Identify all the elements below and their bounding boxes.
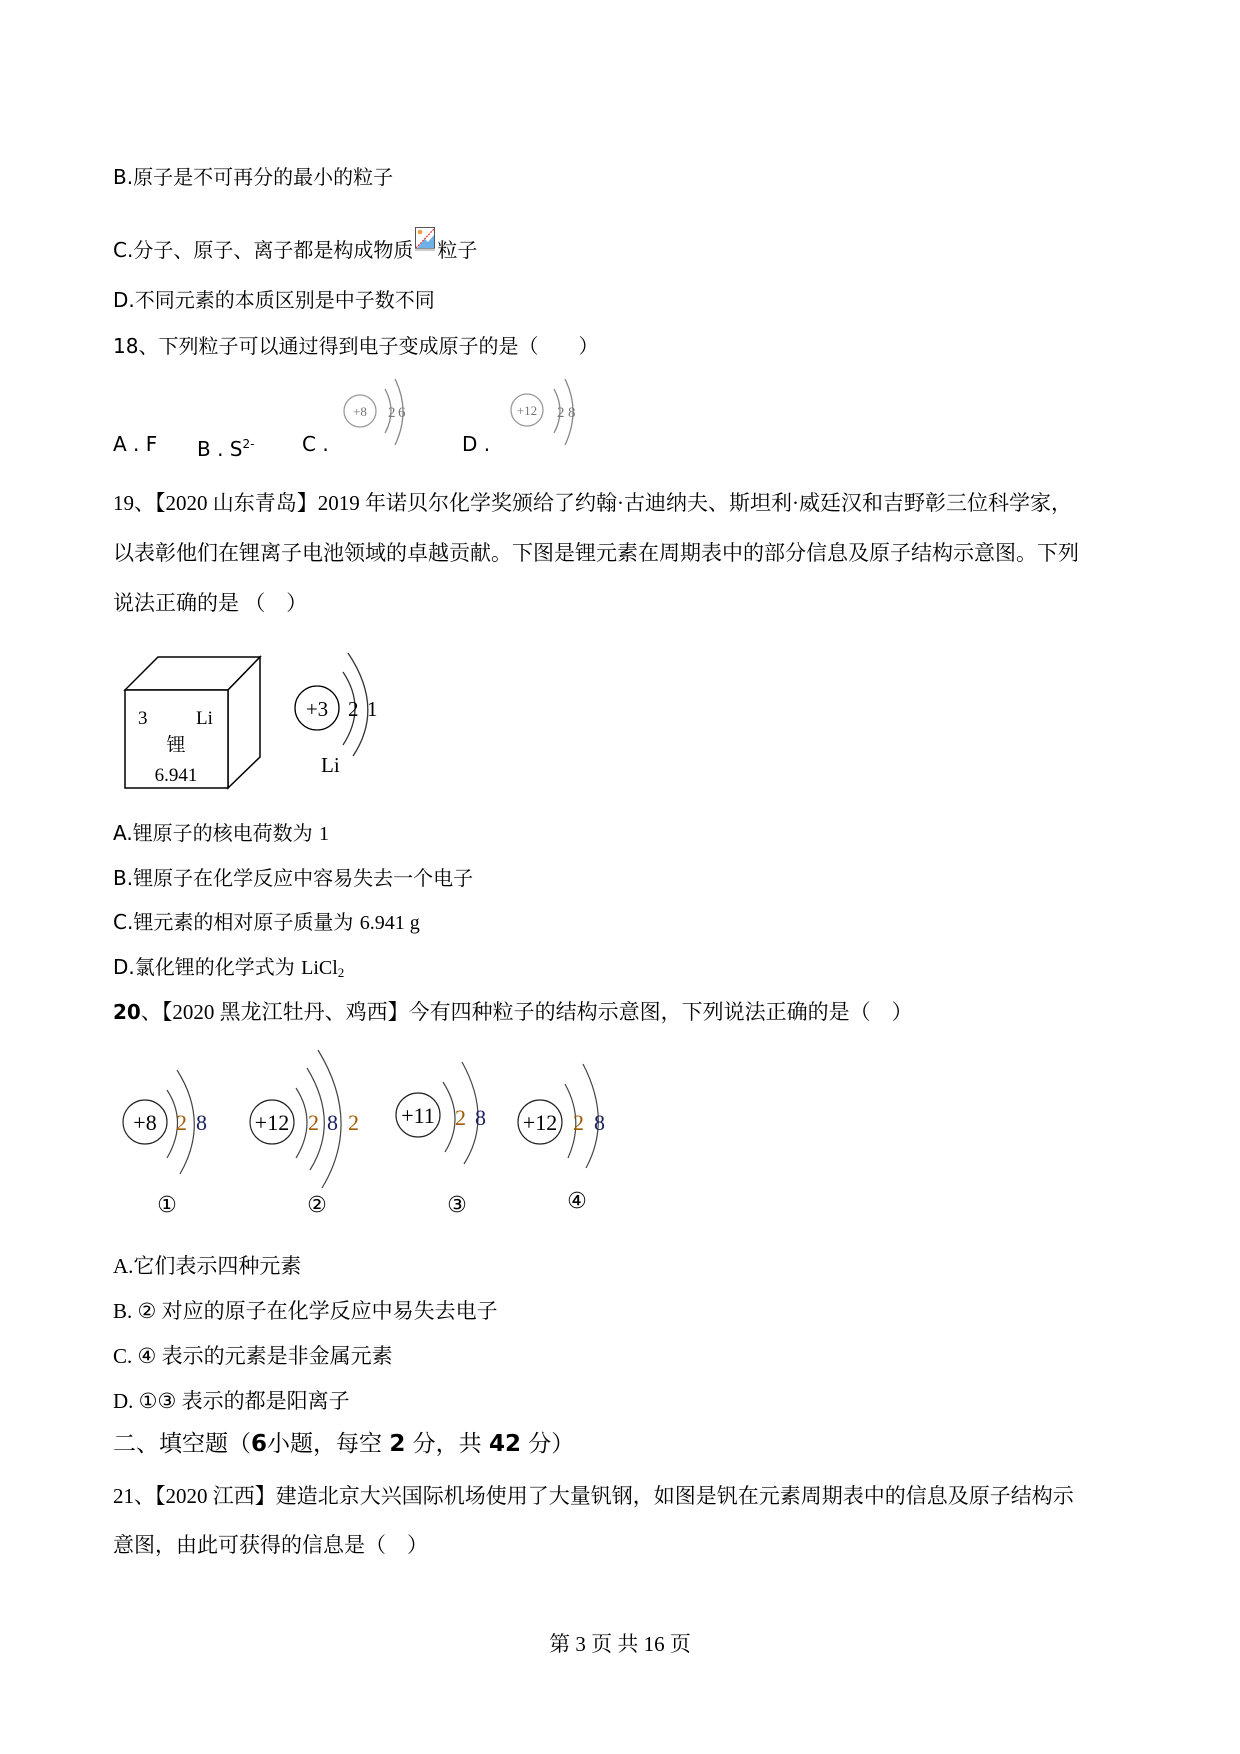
q17-option-c-text: C.分子、原子、离子都是构成物质 <box>113 238 414 262</box>
q19-option-d-text: D.氯化锂的化学式为 <box>113 955 302 979</box>
svg-text:③: ③ <box>447 1193 467 1218</box>
svg-text:+12: +12 <box>516 403 538 418</box>
q20-stem <box>113 999 913 1025</box>
svg-text:6.941: 6.941 <box>154 765 198 786</box>
svg-text:+8: +8 <box>353 404 367 419</box>
svg-text:①: ① <box>157 1193 177 1218</box>
svg-text:2: 2 <box>348 697 359 721</box>
svg-text:3: 3 <box>138 708 148 729</box>
svg-text:锂: 锂 <box>166 734 186 756</box>
svg-text:2: 2 <box>388 405 396 421</box>
svg-text:8: 8 <box>475 1105 486 1130</box>
section-mid1: 小题，每空 <box>267 1431 390 1457</box>
q19-option-c-value: 6.941 g <box>359 912 420 934</box>
q18-atom-diagram-d <box>503 375 593 450</box>
q19-option-a-text: A.锂原子的核电荷数为 <box>113 821 320 845</box>
q20-option-d: D. ①③ 表示的都是阳离子 <box>113 1389 350 1413</box>
svg-text:④: ④ <box>567 1189 587 1214</box>
q20-number: 20 <box>113 1000 141 1024</box>
svg-text:Li: Li <box>321 753 340 777</box>
section-mid2: 分，共 <box>405 1431 489 1457</box>
charge-superscript: 2- <box>242 437 255 451</box>
q17-option-c <box>113 227 477 263</box>
q19-option-a-value: 1 <box>319 823 330 845</box>
svg-text:2: 2 <box>308 1110 319 1135</box>
q18-option-a: A . F <box>113 432 158 456</box>
section-suffix: 分） <box>520 1431 575 1457</box>
svg-text:+11: +11 <box>401 1103 435 1128</box>
q20-particle-diagrams <box>100 1040 640 1225</box>
svg-text:8: 8 <box>568 405 576 421</box>
section-points-each: 2 <box>389 1431 406 1457</box>
svg-text:+12: +12 <box>522 1110 558 1135</box>
q18-option-b-text: B . S <box>197 437 243 461</box>
particle-diagram-2 <box>250 1050 359 1218</box>
svg-text:2: 2 <box>176 1110 187 1135</box>
svg-text:8: 8 <box>196 1110 207 1135</box>
section-total-points: 42 <box>488 1431 521 1457</box>
svg-text:+3: +3 <box>305 697 329 721</box>
lithium-atom-diagram <box>285 650 395 780</box>
q17-option-d: D.不同元素的本质区别是中子数不同 <box>113 288 435 312</box>
q21-stem-line2: 意图，由此可获得的信息是（ ） <box>113 1533 428 1557</box>
q19-option-d-formula: LiCl <box>301 957 338 979</box>
svg-text:1: 1 <box>367 697 378 721</box>
svg-text:8: 8 <box>594 1110 605 1135</box>
q20-option-c: C. ④ 表示的元素是非金属元素 <box>113 1344 393 1368</box>
q18-atom-diagram-c <box>335 375 425 450</box>
particle-diagram-4 <box>518 1064 605 1214</box>
page-footer: 第 3 页 共 16 页 <box>549 1632 691 1656</box>
section-question-count: 6 <box>251 1431 268 1457</box>
q20-stem-text: 、【2020 黑龙江牡丹、鸡西】今有四种粒子的结构示意图，下列说法正确的是（ ） <box>140 1000 913 1024</box>
q21-stem-line1: 21、【2020 江西】建造北京大兴国际机场使用了大量钒钢，如图是钒在元素周期表中的信息及原子结构示 <box>113 1484 1074 1508</box>
svg-text:2: 2 <box>455 1105 466 1130</box>
svg-text:②: ② <box>307 1193 327 1218</box>
svg-text:+12: +12 <box>254 1110 290 1135</box>
q19-option-c <box>113 909 420 936</box>
q19-option-a <box>113 820 329 847</box>
section-heading-fill-in <box>113 1431 574 1457</box>
q19-stem-line1: 19、【2020 山东青岛】2019 年诺贝尔化学奖颁给了约翰·古迪纳夫、斯坦利·威廷汉和吉野彰三位科学家， <box>113 491 1072 515</box>
svg-text:2: 2 <box>557 405 565 421</box>
svg-text:Li: Li <box>196 708 213 729</box>
svg-text:2: 2 <box>348 1110 359 1135</box>
q17-option-b: B.原子是不可再分的最小的粒子 <box>113 165 394 189</box>
svg-text:6: 6 <box>398 405 406 421</box>
q18-option-d: D . <box>462 432 491 456</box>
particle-diagram-3 <box>396 1062 486 1218</box>
svg-text:8: 8 <box>327 1110 338 1135</box>
q19-option-b: B.锂原子在化学反应中容易失去一个电子 <box>113 866 474 890</box>
q17-option-c-end: 粒子 <box>437 238 478 262</box>
lithium-element-card <box>120 650 270 795</box>
q20-option-a: A.它们表示四种元素 <box>113 1254 302 1278</box>
q19-option-c-text: C.锂元素的相对原子质量为 <box>113 910 360 934</box>
q20-option-b: B. ② 对应的原子在化学反应中易失去电子 <box>113 1299 498 1323</box>
broken-image-icon <box>415 227 435 251</box>
q19-stem-line3: 说法正确的是 （ ） <box>113 591 308 615</box>
q18-option-b <box>197 431 254 462</box>
q19-stem-line2: 以表彰他们在锂离子电池领域的卓越贡献。下图是锂元素在周期表中的部分信息及原子结构示意图。下列 <box>113 541 1079 565</box>
particle-diagram-1 <box>123 1070 207 1218</box>
svg-text:+8: +8 <box>133 1110 157 1135</box>
formula-subscript: 2 <box>337 965 345 980</box>
section-prefix: 二、填空题（ <box>113 1431 251 1457</box>
svg-text:2: 2 <box>573 1110 584 1135</box>
q18-option-c: C . <box>302 432 329 456</box>
q18-stem: 18、下列粒子可以通过得到电子变成原子的是（ ） <box>113 334 599 358</box>
q19-option-d <box>113 954 344 986</box>
